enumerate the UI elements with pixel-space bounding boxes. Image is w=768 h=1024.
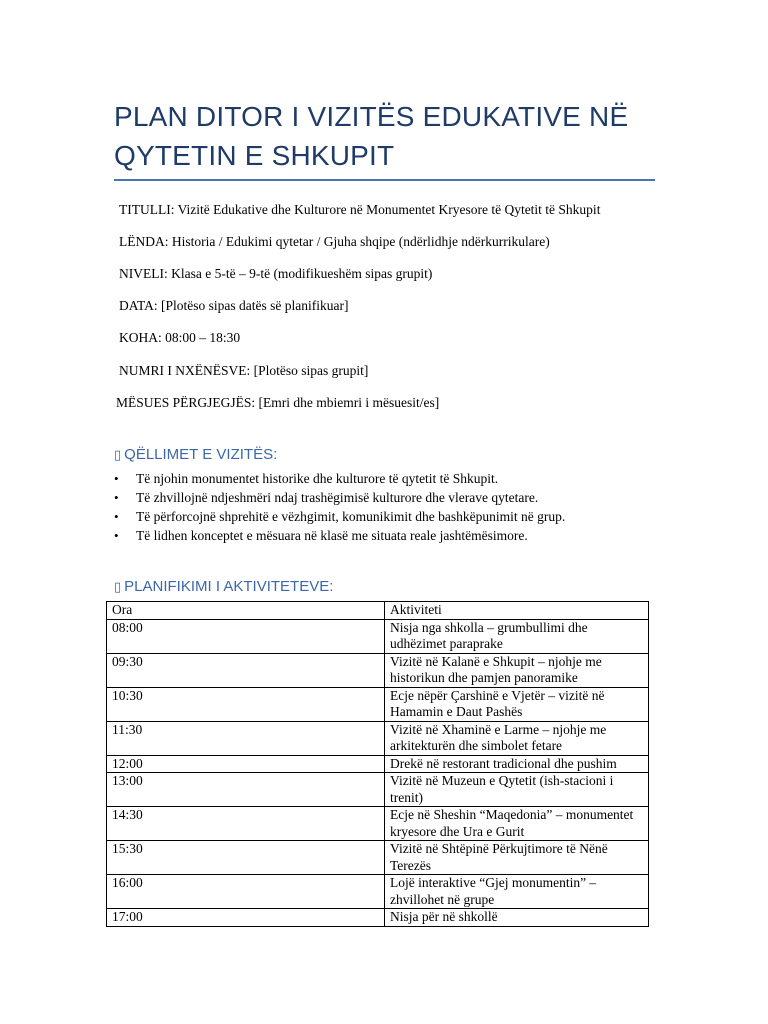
activity-cell: Ecje në Sheshin “Maqedonia” – monumentet kryesore dhe Ura e Gurit [385, 807, 649, 841]
table-row [107, 807, 649, 841]
activity-cell: Vizitë në Shtëpinë Përkujtimore të Nënë Terezës [385, 841, 649, 875]
list-item: • Të zhvillojnë ndjeshmëri ndaj trashëgimisë kulturore dhe vlerave qytetare. [114, 488, 565, 507]
table-row [107, 721, 649, 755]
activity-cell: Vizitë në Muzeun e Qytetit (ish-stacioni i trenit) [385, 773, 649, 807]
activity-cell: Vizitë në Kalanë e Shkupit – njohje me historikun dhe pamjen panoramike [385, 653, 649, 687]
time-cell: 12:00 [107, 755, 385, 773]
goals-heading-text: QËLLIMET E VIZITËS: [124, 446, 278, 463]
table-row [107, 841, 649, 875]
activity-cell: Lojë interaktive “Gjej monumentin” – zhvillohet në grupe [385, 875, 649, 909]
field-numri-nxenesve: NUMRI I NXËNËSVE: [Plotëso sipas grupit] [119, 363, 369, 378]
field-niveli: NIVELI: Klasa e 5-të – 9-të (modifikueshëm sipas grupit) [119, 266, 433, 281]
activity-cell: Nisja për në shkollë [385, 909, 649, 927]
title-underline [114, 179, 655, 181]
table-row [107, 619, 649, 653]
time-cell: 08:00 [107, 619, 385, 653]
table-row [107, 773, 649, 807]
time-cell: 09:30 [107, 653, 385, 687]
table-row [107, 755, 649, 773]
activity-cell: Nisja nga shkolla – grumbullimi dhe udhëzimet paraprake [385, 619, 649, 653]
goals-list [114, 469, 565, 545]
plan-heading [114, 577, 333, 598]
field-mesues-pergjegjes: MËSUES PËRGJEGJËS: [Emri dhe mbiemri i mësuesit/es] [116, 395, 440, 410]
column-header-ora: Ora [107, 602, 385, 620]
time-cell: 10:30 [107, 687, 385, 721]
plan-heading-text: PLANIFIKIMI I AKTIVITETEVE: [124, 578, 334, 595]
field-koha: KOHA: 08:00 – 18:30 [119, 330, 241, 345]
time-cell: 16:00 [107, 875, 385, 909]
list-item: • Të njohin monumentet historike dhe kulturore të qytetit të Shkupit. [114, 469, 565, 488]
field-lenda: LËNDA: Historia / Edukimi qytetar / Gjuha shqipe (ndërlidhje ndërkurrikulare) [119, 234, 550, 249]
document-title: PLAN DITOR I VIZITËS EDUKATIVE NË QYTETIN E SHKUPIT [114, 101, 629, 171]
activity-cell: Drekë në restorant tradicional dhe pushim [385, 755, 649, 773]
table-header-row [107, 602, 649, 620]
table-row [107, 909, 649, 927]
time-cell: 17:00 [107, 909, 385, 927]
activity-cell: Vizitë në Xhaminë e Larme – njohje me arkitekturën dhe simbolet fetare [385, 721, 649, 755]
time-cell: 14:30 [107, 807, 385, 841]
table-row [107, 653, 649, 687]
table-row [107, 687, 649, 721]
list-item: • Të lidhen konceptet e mësuara në klasë me situata reale jashtëmësimore. [114, 526, 565, 545]
time-cell: 11:30 [107, 721, 385, 755]
activity-cell: Ecje nëpër Çarshinë e Vjetër – vizitë në Hamamin e Daut Pashës [385, 687, 649, 721]
column-header-aktiviteti: Aktiviteti [385, 602, 649, 620]
goals-heading [114, 445, 277, 466]
field-titulli: TITULLI: Vizitë Edukative dhe Kulturore në Monumentet Kryesore të Qytetit të Shkupit [119, 202, 601, 217]
missing-glyph-icon: ▯ [114, 580, 122, 595]
missing-glyph-icon: ▯ [114, 448, 122, 463]
list-item: • Të përforcojnë shprehitë e vëzhgimit, komunikimit dhe bashkëpunimit në grup. [114, 507, 565, 526]
time-cell: 15:30 [107, 841, 385, 875]
time-cell: 13:00 [107, 773, 385, 807]
activities-table [106, 601, 649, 927]
table-row [107, 875, 649, 909]
field-data: DATA: [Plotëso sipas datës së planifikuar] [119, 298, 349, 313]
